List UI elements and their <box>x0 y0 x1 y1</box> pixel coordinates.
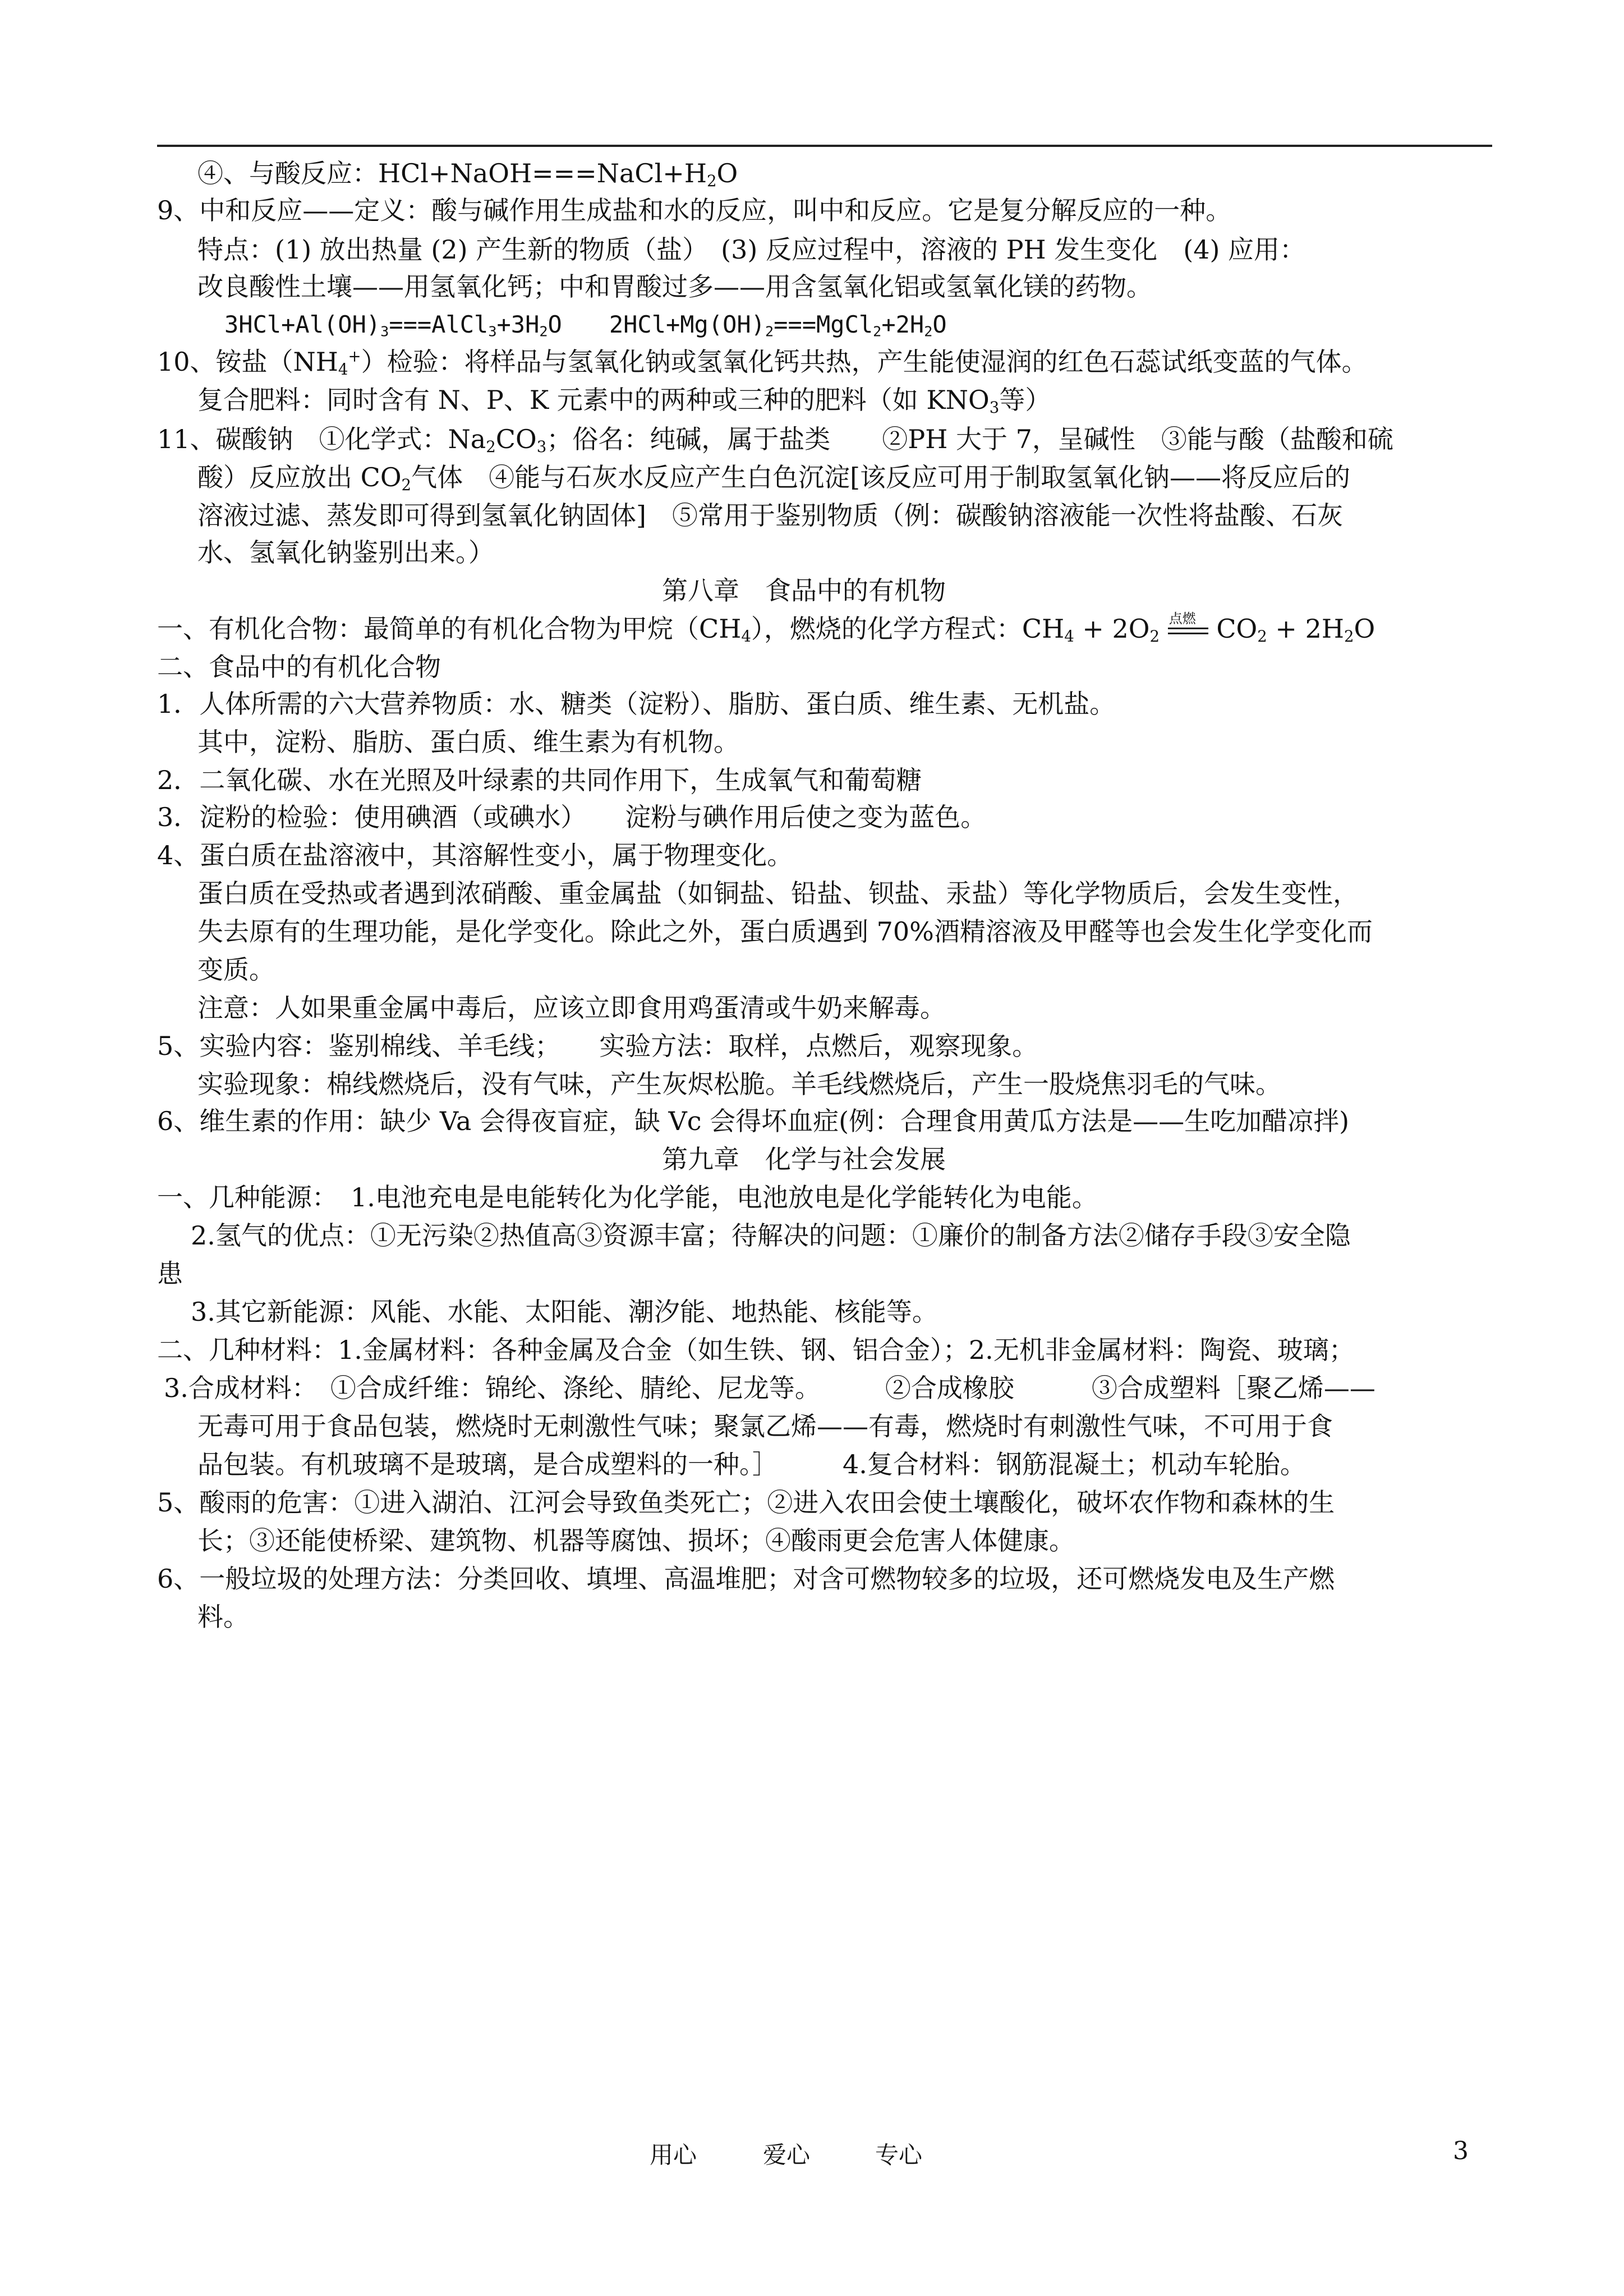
text-line: 变质。 <box>197 955 275 985</box>
text-line: 11、碳酸钠 ①化学式：$Na_2CO_3$；俗名：纯碱，属于盐类 ②PH 大于 7，呈碱性 ③能与酸（盐酸和硫 <box>157 424 1393 456</box>
equation-line: $3HCl+Al(OH)_3===AlCl_3+3H_2O$ $2HCl+Mg(OH)_2===MgCl_2+2H_2O$ <box>224 311 947 340</box>
text-line: 长；③还能使桥梁、建筑物、机器等腐蚀、损坏；④酸雨更会危害人体健康。 <box>197 1525 1075 1556</box>
text-line: 改良酸性土壤——用氢氧化钙；中和胃酸过多——用含氢氧化铝或氢氧化镁的药物。 <box>197 271 1152 302</box>
text-line: 3．淀粉的检验：使用碘酒（或碘水） 淀粉与碘作用后使之变为蓝色。 <box>157 802 987 832</box>
text-line: 6、一般垃圾的处理方法：分类回收、填埋、高温堆肥；对含可燃物较多的垃圾，还可燃烧发电及生产燃 <box>157 1564 1335 1594</box>
text-line: 3.其它新能源：风能、水能、太阳能、潮汐能、地热能、核能等。 <box>191 1297 938 1327</box>
header-rule <box>157 145 1492 147</box>
text-line: 2.氢气的优点：①无污染②热值高③资源丰富；待解决的问题：①廉价的制备方法②储存手段③安全隐 <box>191 1220 1351 1251</box>
text-line: 9、中和反应——定义：酸与碱作用生成盐和水的反应，叫中和反应。它是复分解反应的一种。 <box>157 195 1232 225</box>
text-line: 3.合成材料： ①合成纤维：锦纶、涤纶、腈纶、尼龙等。 ②合成橡胶 ③合成塑料［聚乙烯—— <box>164 1373 1375 1403</box>
footer-text-1: 用心 <box>650 2141 697 2169</box>
chapter-heading: 第九章 化学与社会发展 <box>662 1144 946 1174</box>
text-line: 5、实验内容：鉴别棉线、羊毛线； 实验方法：取样，点燃后，观察现象。 <box>157 1031 1038 1061</box>
text-line: 溶液过滤、蒸发即可得到氢氧化钠固体] ⑤常用于鉴别物质（例：碳酸钠溶液能一次性将盐酸、石灰 <box>197 500 1343 531</box>
text-line: 注意：人如果重金属中毒后，应该立即食用鸡蛋清或牛奶来解毒。 <box>197 993 946 1023</box>
footer-text-3: 专心 <box>875 2141 923 2169</box>
chapter-heading: 第八章 食品中的有机物 <box>662 575 946 606</box>
text-line: 其中，淀粉、脂肪、蛋白质、维生素为有机物。 <box>197 727 739 757</box>
text-line: 4、蛋白质在盐溶液中，其溶解性变小，属于物理变化。 <box>157 840 793 870</box>
text-line: 复合肥料：同时含有 N、P、K 元素中的两种或三种的肥料（如 $KNO_3$等） <box>197 385 1051 417</box>
text-line: 2．二氧化碳、水在光照及叶绿素的共同作用下，生成氧气和葡萄糖 <box>157 765 922 795</box>
text-line: 品包装。有机玻璃不是玻璃，是合成塑料的一种。］ 4.复合材料：钢筋混凝土；机动车轮胎。 <box>197 1449 1306 1479</box>
text-line: 1．人体所需的六大营养物质：水、糖类（淀粉）、脂肪、蛋白质、维生素、无机盐。 <box>157 689 1116 719</box>
text-line: 料。 <box>197 1602 249 1632</box>
text-line: 实验现象：棉线燃烧后，没有气味，产生灰烬松脆。羊毛线燃烧后，产生一股烧焦羽毛的气味。 <box>197 1069 1281 1099</box>
text-line: 特点：(1) 放出热量 (2) 产生新的物质（盐） (3) 反应过程中，溶液的 PH 发生变化 (4) 应用： <box>197 234 1306 265</box>
text-line: 患 <box>157 1258 183 1289</box>
text-line: 酸）反应放出 $CO_2$气体 ④能与石灰水反应产生白色沉淀[该反应可用于制取氢氧化钠——将反应后的 <box>197 462 1351 494</box>
text-line: 无毒可用于食品包装，燃烧时无刺激性气味；聚氯乙烯——有毒，燃烧时有刺激性气味，不可用于食 <box>197 1411 1333 1441</box>
text-line: ④、与酸反应：$HCl+NaOH===NaCl+H_2O$ <box>197 158 738 190</box>
footer-text-2: 爱心 <box>763 2141 811 2169</box>
text-line: 一、有机化合物：最简单的有机化合物为甲烷$(CH_4)$，燃烧的化学方程式：$CH_4 + 2O_2$ 点燃 $CO_2 + 2H_2O$ <box>157 610 1375 647</box>
text-line: 6、维生素的作用：缺少 Va 会得夜盲症，缺 Vc 会得坏血症(例：合理食用黄瓜方法是——生吃加醋凉拌) <box>157 1106 1350 1136</box>
page-number: 3 <box>1453 2137 1469 2165</box>
text-line: 一、几种能源： 1.电池充电是电能转化为化学能，电池放电是化学能转化为电能。 <box>157 1182 1098 1212</box>
text-line: 水、氢氧化钠鉴别出来。） <box>197 537 494 568</box>
text-line: 二、几种材料：1.金属材料：各种金属及合金（如生铁、钢、铝合金）；2.无机非金属材料：陶瓷、玻璃； <box>157 1335 1355 1365</box>
text-line: 蛋白质在受热或者遇到浓硝酸、重金属盐（如铜盐、铅盐、钡盐、汞盐）等化学物质后，会发生变性， <box>197 878 1359 909</box>
text-line: 失去原有的生理功能，是化学变化。除此之外，蛋白质遇到 70%酒精溶液及甲醛等也会发生化学变化而 <box>197 916 1373 947</box>
reaction-arrow: 点燃 <box>1168 610 1208 647</box>
text-line: 10、铵盐$(NH_4^+)$检验：将样品与氢氧化钠或氢氧化钙共热，产生能使湿润的红色石蕊试纸变蓝的气体。 <box>157 347 1368 379</box>
text-line: 5、酸雨的危害：①进入湖泊、江河会导致鱼类死亡；②进入农田会使土壤酸化，破坏农作物和森林的生 <box>157 1487 1335 1518</box>
section-heading: 二、食品中的有机化合物 <box>157 652 441 682</box>
